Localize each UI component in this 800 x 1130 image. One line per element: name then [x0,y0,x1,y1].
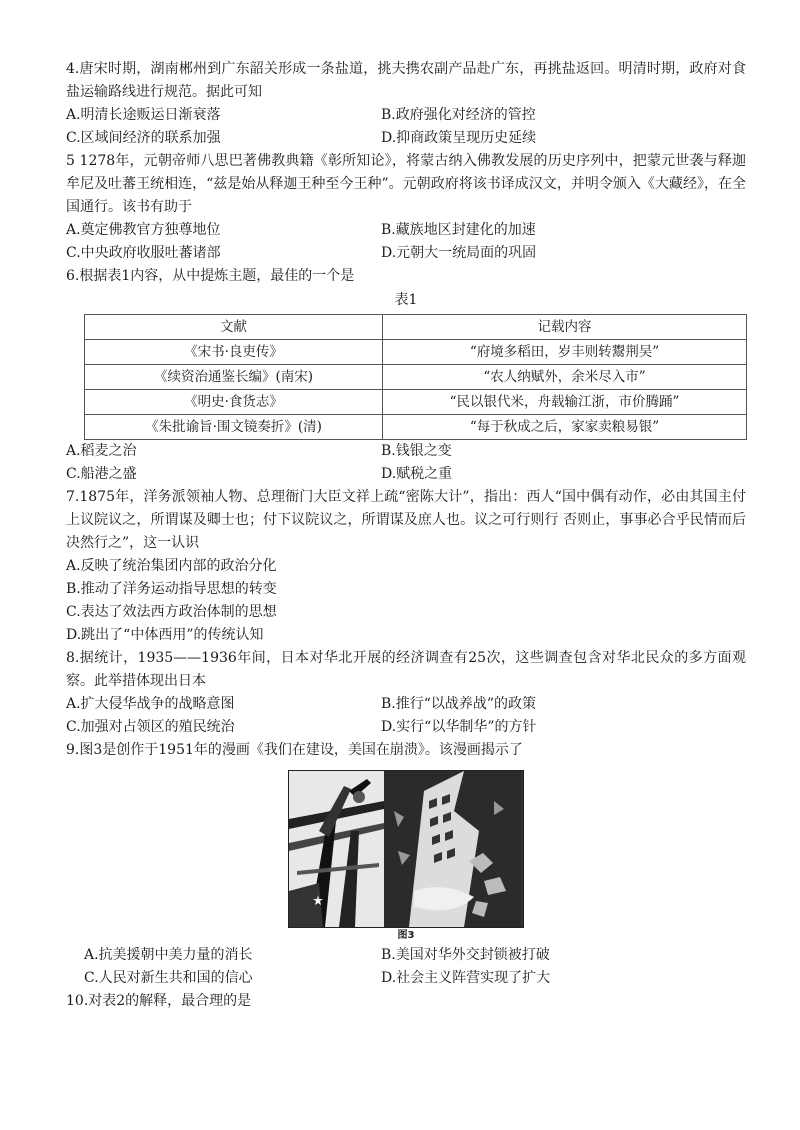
question-9-option-c[interactable]: C.人民对新生共和国的信心 [84,970,253,986]
table-cell-content: “民以银代米，舟载输江浙，市价腾踊” [383,390,747,415]
question-8-option-b[interactable]: B.推行“以战养战”的政策 [381,696,537,712]
question-4-option-c[interactable]: C.区域间经济的联系加强 [66,130,221,146]
question-4-stem: 4.唐宋时期，湖南郴州到广东韶关形成一条盐道，挑夫携农副产品赴广东，再挑盐返回。明清时期，政府对食盐运输路线进行规范。据此可知 [66,61,746,100]
question-7-option-c[interactable]: C.表达了效法西方政治体制的思想 [66,604,277,620]
table-row [85,390,747,415]
question-7-option-a[interactable]: A.反映了统治集团内部的政治分化 [66,558,277,574]
table-header-content: 记载内容 [383,315,747,340]
table-row [85,365,747,390]
question-4-option-d[interactable]: D.抑商政策呈现历史延续 [381,130,537,146]
question-8-option-d[interactable]: D.实行“以华制华”的方针 [381,719,537,735]
question-8-options [66,693,746,739]
exam-page [66,58,746,1013]
table-cell-source: 《宋书·良吏传》 [85,340,383,365]
question-8 [66,647,746,739]
table-row [85,415,747,440]
question-7-option-b[interactable]: B.推动了洋务运动指导思想的转变 [66,581,277,597]
table-header-row [85,315,747,340]
cartoon-left-panel [289,771,384,927]
question-9 [66,739,746,990]
cartoon-right-panel [384,771,523,927]
table-cell-source: 《朱批谕旨·围文镜奏折》(清) [85,415,383,440]
question-5-options [66,219,746,265]
question-5-option-b[interactable]: B.藏族地区封建化的加速 [381,222,536,238]
question-6-option-d[interactable]: D.赋税之重 [381,466,453,482]
question-6 [66,265,746,486]
question-5-option-d[interactable]: D.元朝大一统局面的巩固 [381,245,537,261]
table-1 [84,314,747,440]
question-5-stem: 5 1278年，元朝帝师八思巴著佛教典籍《彰所知论》，将蒙古纳入佛教发展的历史序列中，把蒙元世袭与释迦牟尼及吐蕃王统相连，“兹是始从释迦王种至今王种”。元朝政府将该书译成汉文，并明令颁入《大藏经》，在全国通行。该书有助于 [66,153,746,215]
question-10-stem: 10.对表2的解释，最合理的是 [66,993,252,1009]
question-10 [66,990,746,1013]
collapse-illustration [384,771,521,927]
construction-illustration [289,771,384,927]
table-1-caption: 表1 [394,292,418,308]
question-7 [66,486,746,647]
question-5-option-a[interactable]: A.奠定佛教官方独尊地位 [66,222,221,238]
question-7-option-d[interactable]: D.跳出了“中体西用”的传统认知 [66,627,264,643]
question-6-options [66,440,746,486]
question-9-option-b[interactable]: B.美国对华外交封锁被打破 [381,947,550,963]
question-9-options [84,944,746,990]
question-9-stem: 9.图3是创作于1951年的漫画《我们在建设，美国在崩溃》。该漫画揭示了 [66,742,523,758]
table-row [85,340,747,365]
question-5-option-c[interactable]: C.中央政府收服吐蕃诸部 [66,245,221,261]
question-6-option-c[interactable]: C.船港之盛 [66,466,137,482]
question-6-option-a[interactable]: A.稻麦之治 [66,443,137,459]
question-7-stem: 7.1875年，洋务派领袖人物、总理衙门大臣文祥上疏“密陈大计”，指出：西人“国中偶有动作，必由其国主付上议院议之，所谓谋及卿士也；付下议院议之，所谓谋及庶人也。议之可行则行 否则止，事事必合乎民情而后决然行之”，这一认识 [66,489,746,551]
question-5 [66,150,746,265]
question-8-option-c[interactable]: C.加强对占领区的殖民统治 [66,719,235,735]
question-8-option-a[interactable]: A.扩大侵华战争的战略意图 [66,696,235,712]
table-cell-source: 《续资治通鉴长编》(南宋) [85,365,383,390]
table-cell-content: “府境多稻田，岁丰则转鬻荆吴” [383,340,747,365]
cartoon-image [288,770,524,928]
figure-3-label: 图3 [397,930,415,941]
question-7-options [66,555,746,647]
question-6-stem: 6.根据表1内容，从中提炼主题，最佳的一个是 [66,268,355,284]
table-cell-content: “农人纳赋外，余米尽入市” [383,365,747,390]
question-9-option-d[interactable]: D.社会主义阵营实现了扩大 [381,970,551,986]
table-cell-content: “每于秋成之后，家家卖粮易银” [383,415,747,440]
question-4-option-b[interactable]: B.政府强化对经济的管控 [381,107,536,123]
question-6-option-b[interactable]: B.钱银之变 [381,443,452,459]
question-4-options [66,104,746,150]
table-cell-source: 《明史·食货志》 [85,390,383,415]
question-9-option-a[interactable]: A.抗美援朝中美力量的消长 [84,947,253,963]
question-4-option-a[interactable]: A.明清长途贩运日渐衰落 [66,107,221,123]
table-header-source: 文献 [85,315,383,340]
question-4 [66,58,746,150]
figure-3 [66,770,746,942]
question-8-stem: 8.据统计，1935——1936年间，日本对华北开展的经济调查有25次，这些调查包含对华北民众的多方面观察。此举措体现出日本 [66,650,746,689]
